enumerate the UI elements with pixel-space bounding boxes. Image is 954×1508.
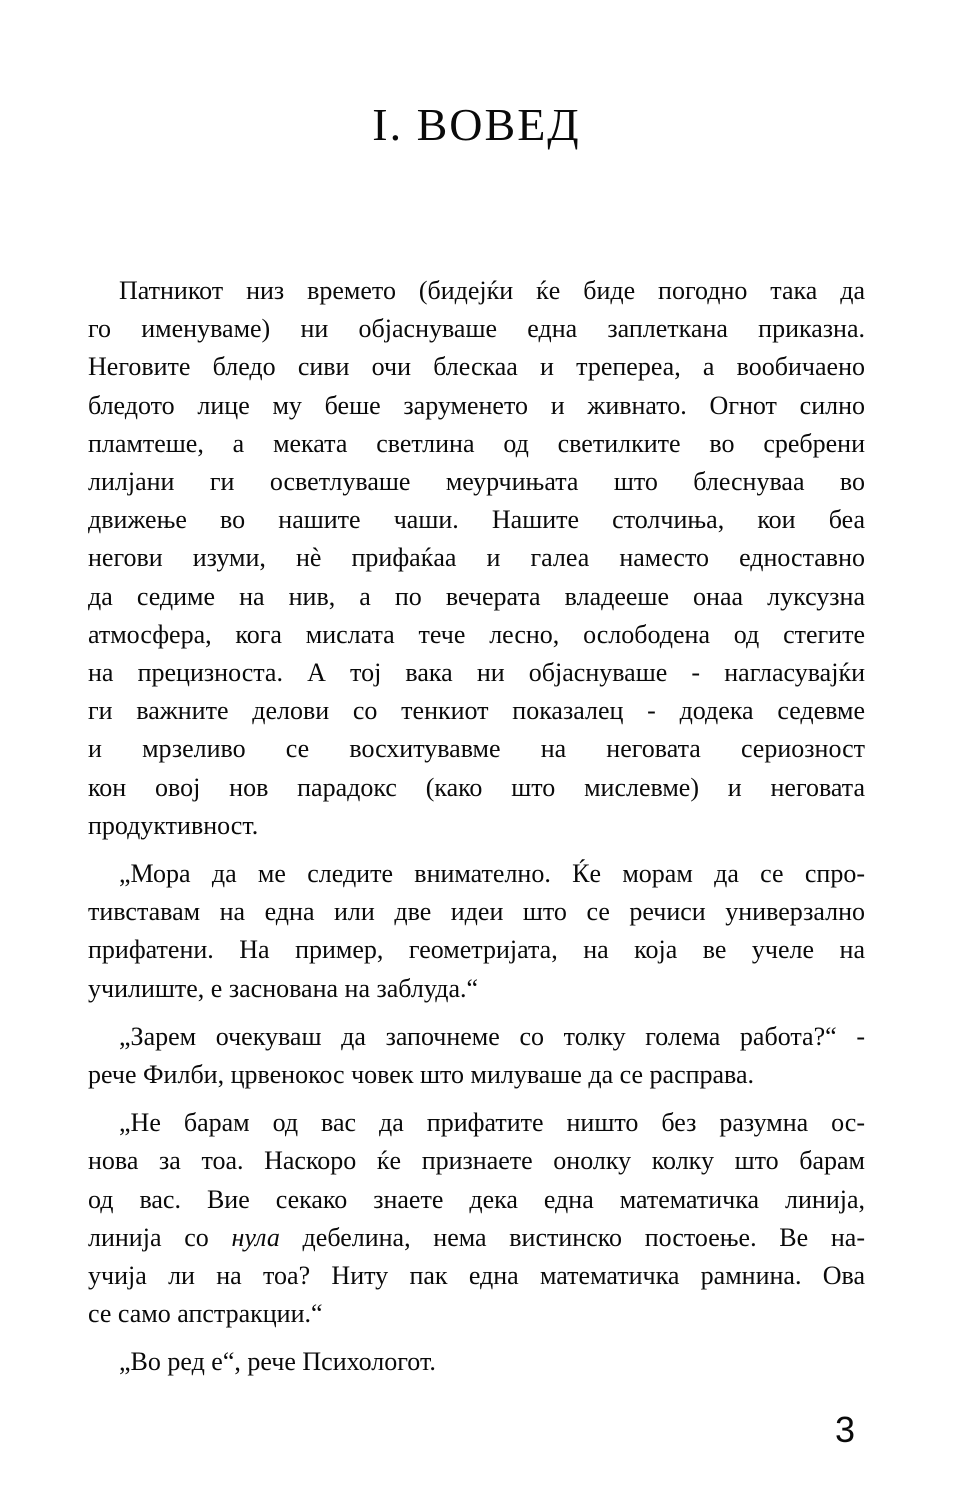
text-line: „Зарем очекуваш да започнеме со толку голема работа?“ - — [119, 1021, 865, 1051]
text-line: „Во ред е“, рече Психологот. — [119, 1347, 436, 1377]
text-line: кон овој нов парадокс (како што мислевме) и неговата — [88, 772, 865, 802]
text-line: и мрзеливо се восхитувавме на неговата сериозност — [88, 734, 865, 764]
text-line: да седиме на нив, а по вечерата владееше онаа луксузна — [88, 581, 865, 611]
page-body — [88, 272, 865, 1382]
text-line: „Не барам од вас да прифатите ништо без разумна ос- — [119, 1108, 865, 1138]
paragraph-1 — [88, 272, 865, 845]
text-line: Патникот низ времето (бидејќи ќе биде погодно така да — [119, 276, 865, 305]
page-number: 3 — [834, 1409, 855, 1450]
paragraph-2 — [88, 855, 865, 1008]
text-line: ги важните делови со тенкиот показалец - додека седевме — [88, 696, 865, 726]
text-line-with-italic — [88, 1219, 865, 1257]
text-segment: дебелина, нема вистинско постоење. Ве на- — [279, 1222, 865, 1252]
paragraph-5 — [88, 1343, 865, 1381]
text-line: рече Филби, црвенокос човек што милуваше да се расправа. — [88, 1060, 755, 1090]
text-segment: линија со — [88, 1222, 232, 1252]
text-line: учија ли на тоа? Ниту пак една математичка рамнина. Ова — [88, 1261, 865, 1291]
text-line: негови изуми, нѐ прифаќаа и галеа наместо едноставно — [88, 543, 865, 573]
text-line: од вас. Вие секако знаете дека една математичка линија, — [88, 1184, 865, 1214]
text-line: атмосфера, кога мислата тече лесно, ослободена од стегите — [88, 619, 865, 649]
text-line: лилјани ги осветлуваше меурчињата што блеснуваа во — [88, 467, 865, 497]
text-line: бледото лице му беше заруменето и живнато. Огнот силно — [88, 390, 865, 420]
text-line: нова за тоа. Наскоро ќе признаете онолку колку што барам — [88, 1146, 865, 1176]
text-line: продуктивност. — [88, 810, 259, 840]
paragraph-4 — [88, 1104, 865, 1333]
chapter-title: I. ВОВЕД — [372, 99, 581, 150]
text-line: прифатени. На пример, геометријата, на која ве учеле на — [88, 935, 865, 965]
text-line: „Мора да ме следите внимателно. Ќе морам да се спро- — [119, 859, 865, 889]
text-line: на прецизноста. А тој вака ни објаснуваше - нагласувајќи — [88, 658, 865, 688]
text-line: тивставам на една или две идеи што се речиси универзално — [88, 897, 865, 927]
italic-word: нула — [231, 1222, 280, 1252]
text-line: Неговите бледо сиви очи блескаа и трепереа, а вообичаено — [88, 352, 865, 382]
text-line: го именуваме) ни објаснуваше една заплеткана приказна. — [88, 314, 865, 344]
text-line: движење во нашите чаши. Нашите столчиња, кои беа — [88, 505, 865, 535]
text-line: пламтеше, а меката светлина од светилките во сребрени — [88, 428, 865, 458]
text-line: училиште, е заснована на заблуда.“ — [88, 973, 479, 1003]
paragraph-3 — [88, 1018, 865, 1094]
text-line: се само апстракции.“ — [88, 1299, 323, 1329]
